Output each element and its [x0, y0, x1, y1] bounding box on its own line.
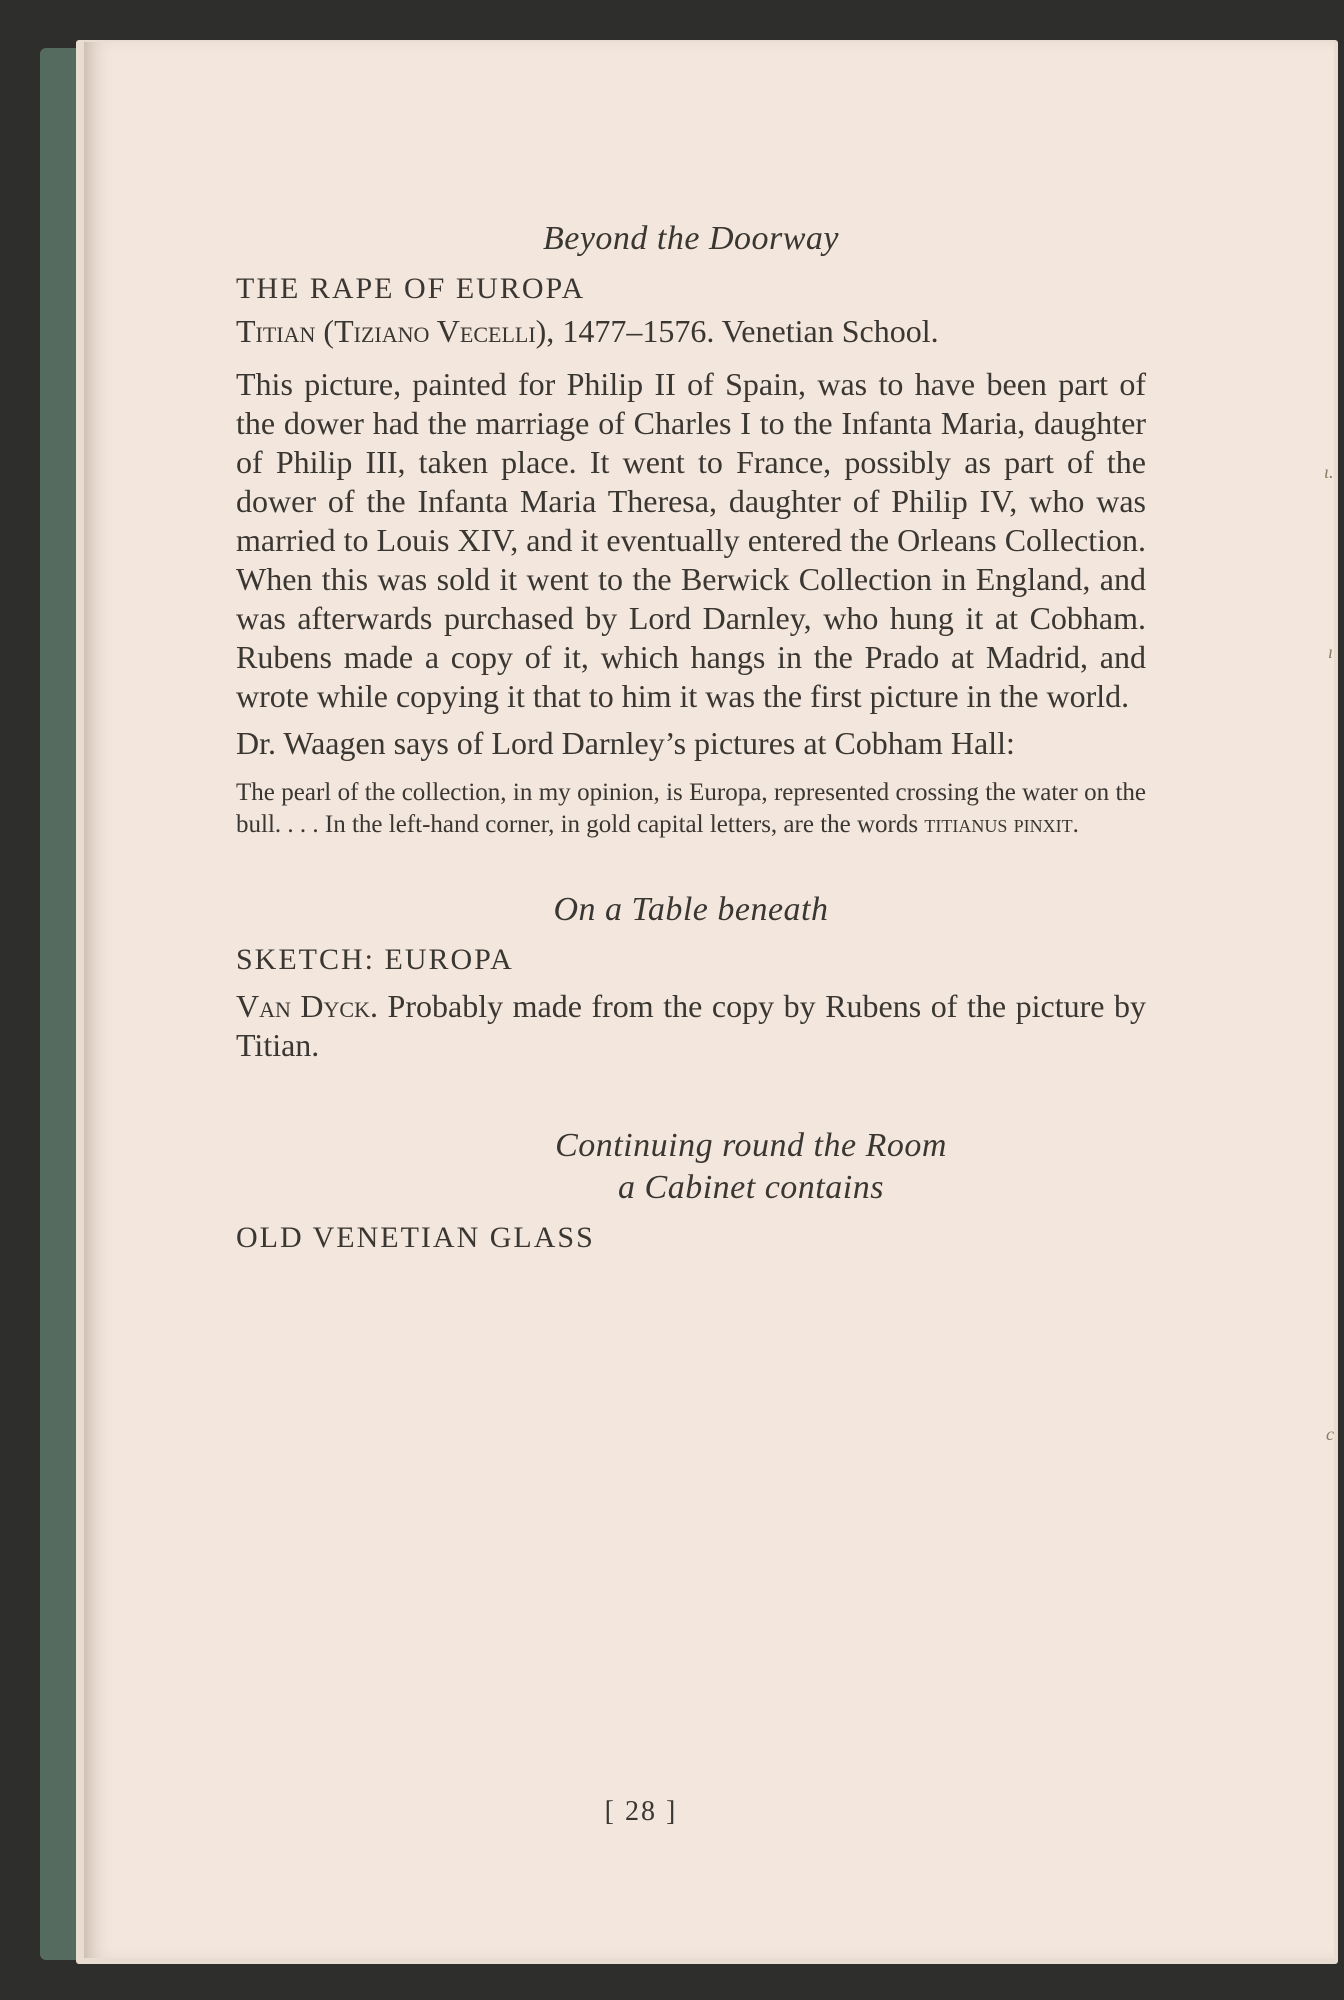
artist-name: Van Dyck.: [236, 988, 378, 1024]
section-heading: Beyond the Doorway: [542, 220, 840, 257]
margin-mark: ɩ.: [1324, 462, 1334, 482]
artwork-title: OLD VENETIAN GLASS: [236, 1221, 595, 1254]
quote-end: .: [1072, 811, 1079, 838]
quote-text: The pearl of the collection, in my opinion, is Europa, represented crossing the water on the bull. . . . In the left-hand corner, in gold capital letters, are the words: [236, 779, 1146, 838]
artist-name: Titian (Tiziano Vecelli),: [236, 313, 555, 349]
margin-mark: ı: [1328, 642, 1334, 662]
section-heading: Continuing round the Room: [555, 1127, 947, 1164]
attribution-details: 1477–1576. Venetian School.: [554, 313, 939, 349]
quote-inscription: titianus pinxit: [924, 811, 1073, 838]
page-text: [236, 200, 1146, 1827]
body-paragraph: This picture, painted for Philip II of Spain, was to have been part of the dower had the marriage of Charles I to the Infanta Maria, daughter of Philip III, taken place. It went to France, possibly as part of the dower of the Infanta Maria Theresa, daughter of Philip IV, who was married to Louis XIV, and it eventually entered the Orleans Collection. When this was sold it went to the Berwick Collection in England, and was afterwards purchased by Lord Darnley, who hung it at Cobham. Rubens made a copy of it, which hangs in the Prado at Madrid, and wrote while copying it that to him it was the first picture in the world.: [236, 366, 1146, 714]
attribution: [236, 312, 1146, 351]
body-paragraph: Dr. Waagen says of Lord Darnley’s pictures at Cobham Hall:: [236, 725, 1015, 761]
margin-mark: c: [1326, 1424, 1334, 1444]
block-quote: [236, 777, 1146, 841]
artwork-title: THE RAPE OF EUROPA: [236, 272, 586, 305]
page-number: [ 28 ]: [604, 1796, 678, 1827]
attribution: [236, 987, 1146, 1065]
section-heading: a Cabinet contains: [618, 1169, 884, 1206]
section-heading: On a Table beneath: [553, 891, 829, 928]
artwork-title: SKETCH: EUROPA: [236, 943, 514, 976]
attribution-details: Probably made from the copy by Rubens of the picture by Titian.: [236, 988, 1146, 1063]
